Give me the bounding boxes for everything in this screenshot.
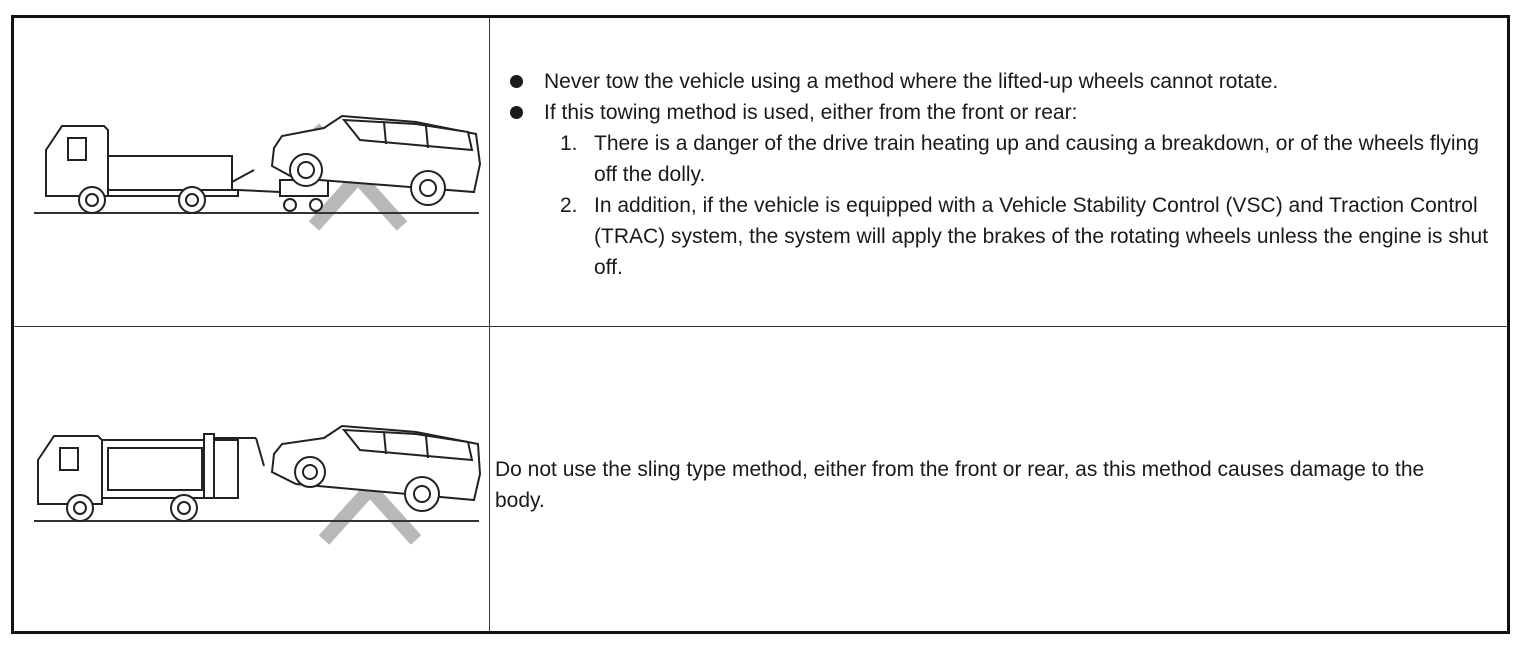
list-item — [510, 97, 1505, 128]
bullet-text: If this towing method is used, either from the front or rear: — [544, 101, 1078, 124]
column-divider — [489, 18, 490, 631]
dolly-towing-prohibited-icon — [24, 108, 484, 238]
row-divider — [14, 326, 1507, 327]
item-text: There is a danger of the drive train heating up and causing a breakdown, or of the wheels flying off the dolly. — [594, 132, 1479, 186]
numbered-item — [510, 190, 1505, 283]
list-item — [510, 66, 1505, 97]
sling-towing-instruction: Do not use the sling type method, either from the front or rear, as this method causes damage to the body. — [495, 458, 1425, 512]
bullet-text: Never tow the vehicle using a method where the lifted-up wheels cannot rotate. — [544, 70, 1279, 93]
item-number: 1. — [560, 132, 578, 155]
dolly-towing-instructions — [510, 66, 1505, 283]
bullet-icon — [510, 75, 523, 88]
towing-caution-table — [11, 15, 1510, 634]
numbered-item — [510, 128, 1505, 190]
sling-towing-prohibited-icon — [24, 418, 484, 548]
item-text: In addition, if the vehicle is equipped with a Vehicle Stability Control (VSC) and Traction Control (TRAC) system, the system will apply the brakes of the rotating wheels unless the engine is shut off. — [594, 194, 1489, 279]
dolly-towing-illustration — [24, 108, 484, 238]
bullet-icon — [510, 106, 523, 119]
item-number: 2. — [560, 194, 578, 217]
sling-towing-illustration — [24, 418, 484, 548]
